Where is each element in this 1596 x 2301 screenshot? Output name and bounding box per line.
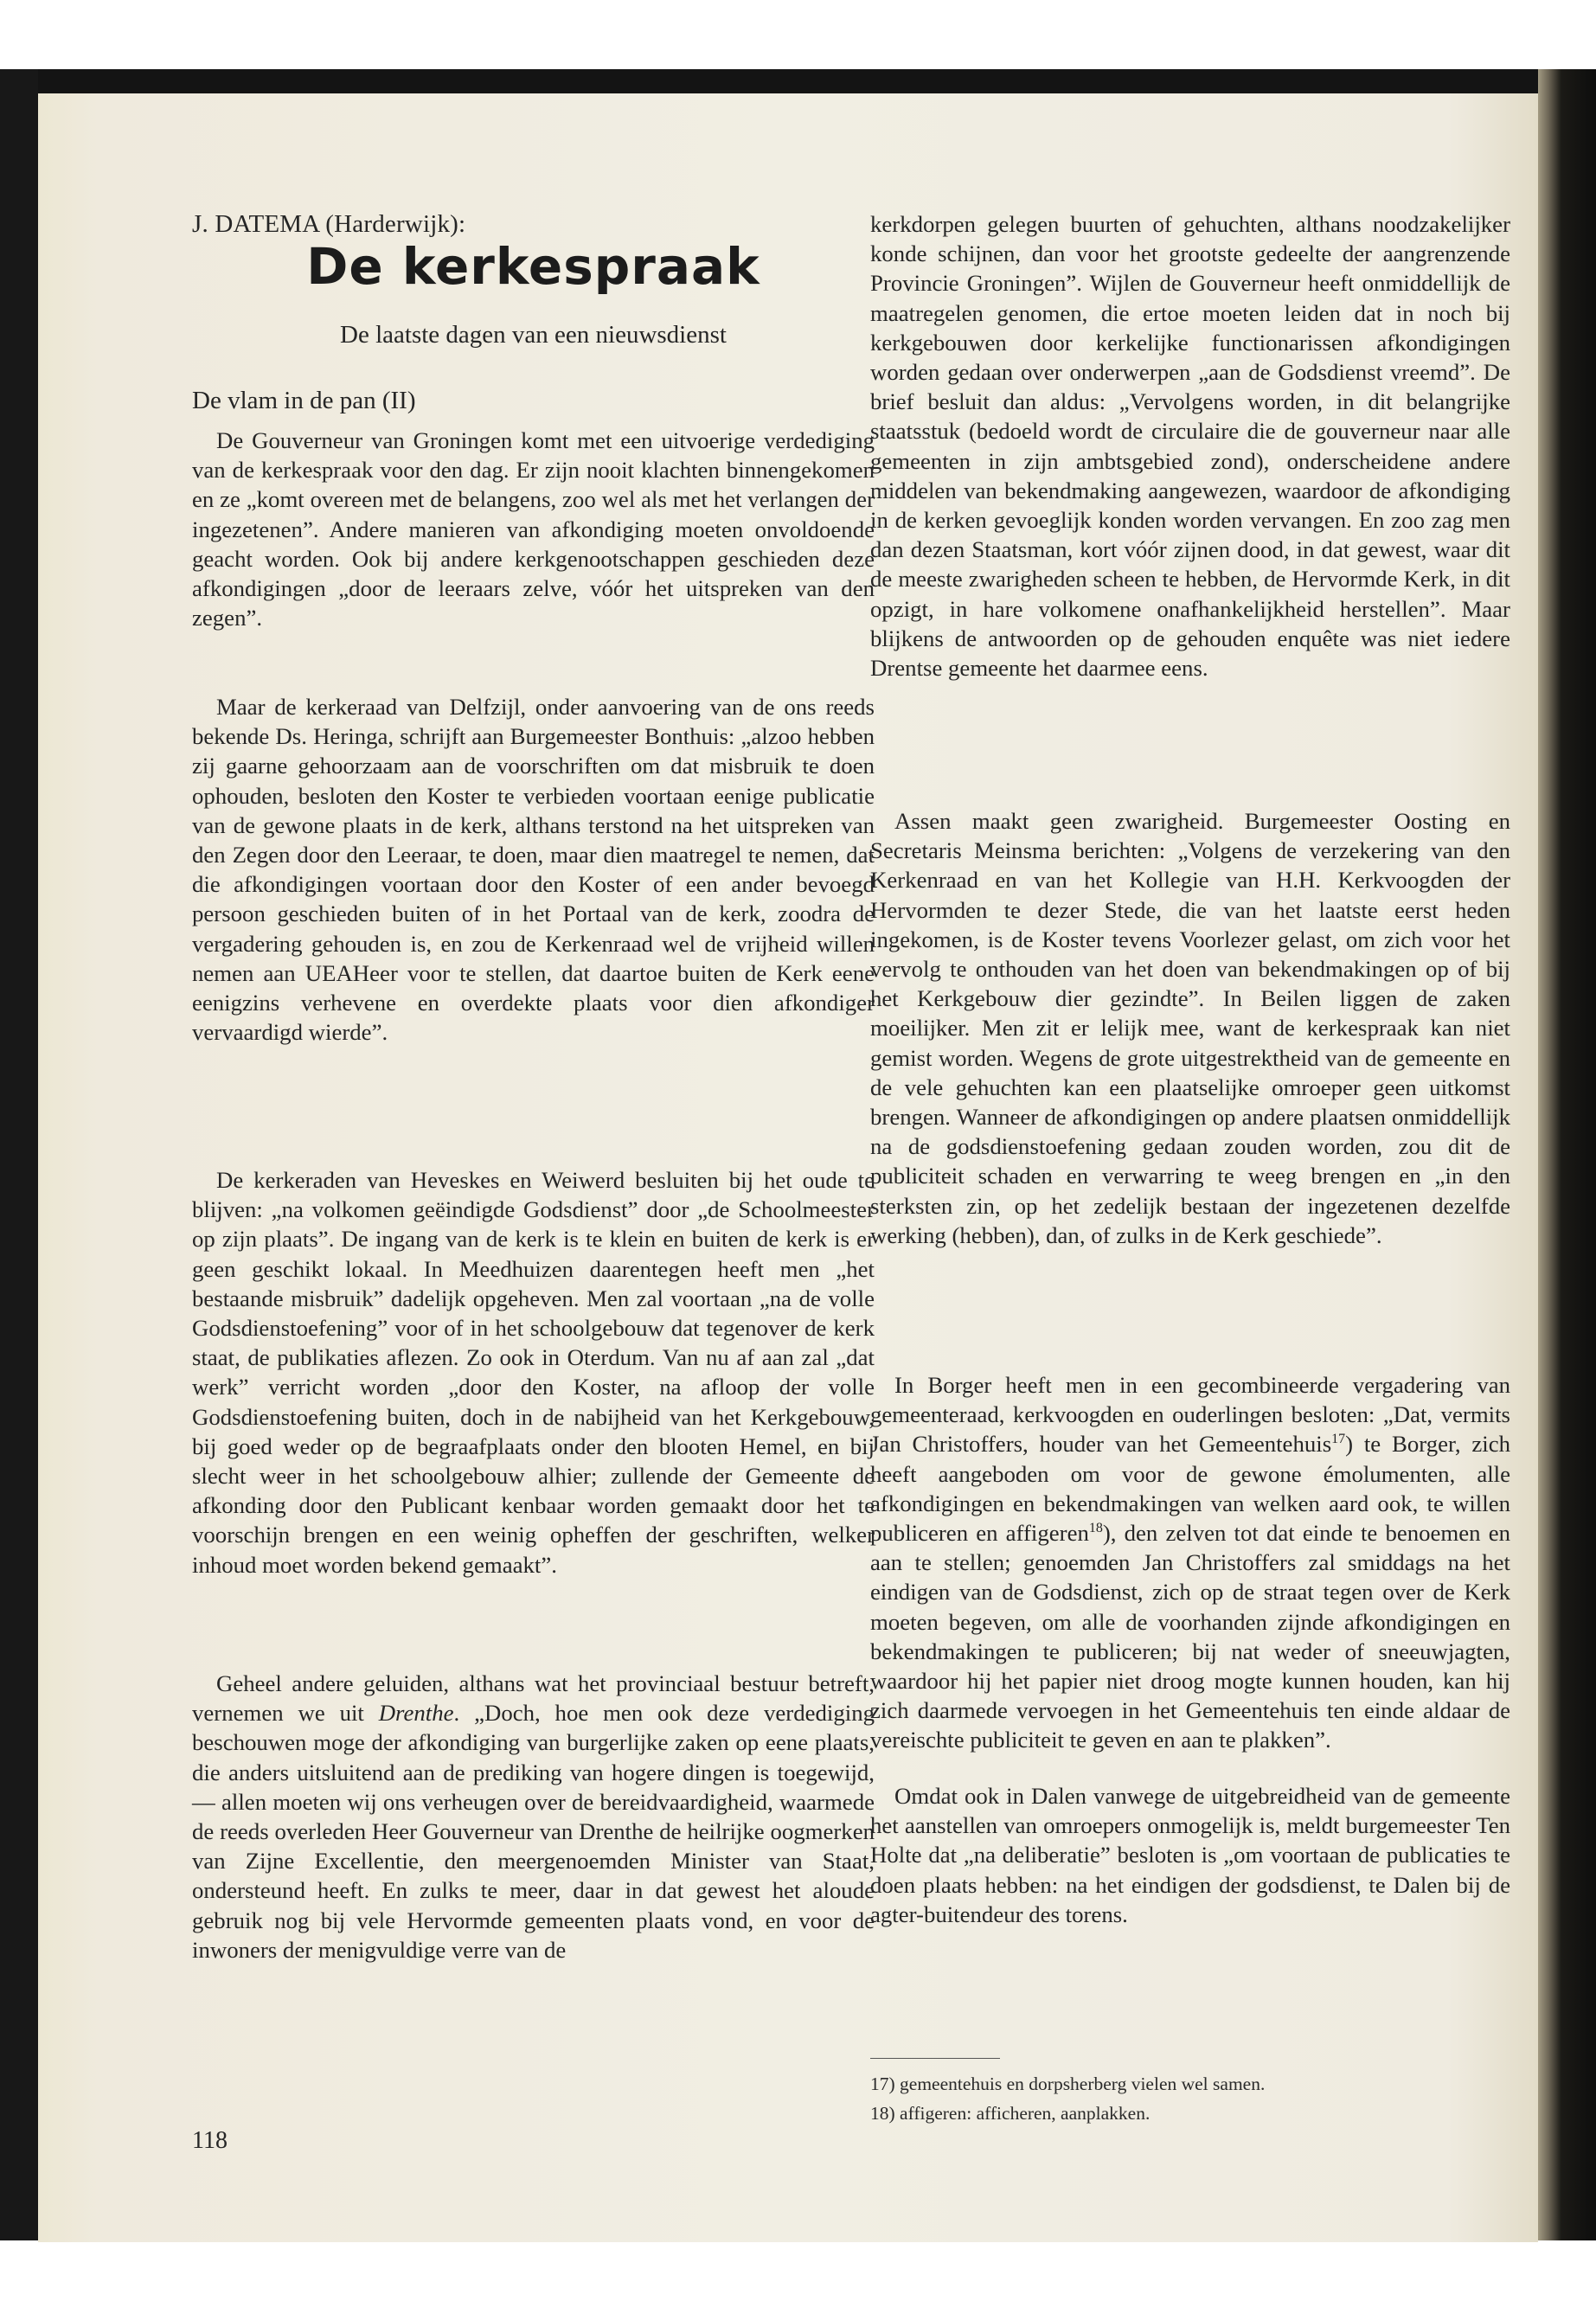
page-number: 118: [192, 2127, 228, 2154]
footnote: 18) affigeren: afficheren, aanplakken.: [870, 2103, 1151, 2124]
paragraph: [870, 1781, 1510, 1929]
paragraph-text: Omdat ook in Dalen vanwege de uitgebreidheid van de gemeente het aanstellen van omroepers onmogelijk is, meldt burgemeester Ten Holte dat „na deliberatie” besloten is „om voortaan de publicaties te doen plaats hebben: na het eindigen der godsdienst, te Dalen bij de agter-buitendeur des torens.: [870, 1783, 1510, 1927]
page-sheet: [38, 93, 1538, 2242]
paragraph: [870, 209, 1510, 683]
italic-place-name: Drenthe: [378, 1700, 454, 1727]
book-spine-edge: [1538, 69, 1596, 2240]
scan-left-border: [0, 69, 38, 2240]
paragraph: [192, 1165, 875, 1580]
paragraph-text: . „Doch, hoe men ook deze verdediging beschouwen moge der afkondiging van burgerlijke zaken op eene plaats, die anders uitsluitend aan de prediking van hogere dingen is toegewijd, — allen moeten wij ons verheugen over de bereidvaardigheid, waarmede de reeds overleden Heer Gouverneur van Drenthe de heilrijke oogmerken van Zijne Excellentie, den meergenoemden Minister van Staat, ondersteund heeft. En zulks te meer, daar in dat gewest het aloude gebruik nog bij vele Hervormde gemeenten plaats vond, en voor de inwoners der menigvuldige verre van de: [192, 1700, 875, 1963]
paragraph-text: De kerkeraden van Heveskes en Weiwerd besluiten bij het oude te blijven: „na volkomen geëindigde Godsdienst” door „de Schoolmeester op zijn plaats”. De ingang van de kerk is te klein en buiten de kerk is er geen geschikt lokaal. In Meedhuizen daarentegen heeft men „het bestaande misbruik” dadelijk opgeheven. Men zal voortaan „na de volle Godsdienstoefening” voor of in het schoolgebouw dat tegenover de kerk staat, de publikaties aflezen. Zo ook in Oterdum. Van nu af aan zal „dat werk” verricht worden „door den Koster, na afloop der volle Godsdienstoefening buiten, doch in de nabijheid van het Kerkgebouw, bij goed weder op de begraafplaats onder den blooten Hemel, en bij slecht weer in het schoolgebouw alhier; zullende der Gemeente de afkonding door den Publicant kenbaar worden gemaakt door het te voorschijn brengen en een weinig opheffen der geschriften, welker inhoud moet worden bekend gemaakt”.: [192, 1167, 875, 1578]
paragraph-text: ), den zelven tot dat einde te benoemen en aan te stellen; genoemden Jan Christoffers zal smiddags na het eindigen van de Godsdienst, zich op de straat tegen over de Kerk moeten begeven, om alle de voorhanden zijnde afkondigingen en bekendmakingen te publiceren; bij nat weder of sneeuwjagten, waardoor hij het papier niet droog mogte kunnen houden, kan hij zich daarmede vervoegen in het Gemeentehuis ten einde aldaar de vereischte publiciteit te geven en aan te plakken”.: [870, 1520, 1510, 1753]
paragraph-text: kerkdorpen gelegen buurten of gehuchten, althans noodzakelijker konde schijnen, dan voor het grootste gedeelte der aangrenzende Provincie Groningen”. Wijlen de Gouverneur heeft onmiddellijk de maatregelen genomen, die ertoe moeten leiden dat in noch bij kerkgebouwen door kerkelijke functionarissen afkondigingen worden gedaan over onderwerpen „aan de Godsdienst vreemd”. De brief besluit dan aldus: „Vervolgens worden, in dit belangrijke staatsstuk (bedoeld wordt de circulaire die de gouverneur naar alle gemeenten in zijn ambtsgebied zond), onderscheidene andere middelen van bekendmaking aangewezen, waardoor de afkondiging in de kerken gevoeglijk konden worden vervangen. En zoo zag men dan dezen Staatsman, kort vóór zijnen dood, in dat gewest, waar dit de meeste zwarigheden scheen te hebben, de Hervormde Kerk, in dit opzigt, in hare volkomene onafhankelijkheid herstellen”. Maar blijkens de antwoorden op de gehouden enquête was niet iedere Drentse gemeente het daarmee eens.: [870, 211, 1510, 682]
paragraph: [192, 1669, 875, 1965]
scan-top-border: [0, 69, 1596, 95]
paragraph: [870, 1370, 1510, 1755]
article-title: De kerkespraak: [306, 237, 760, 296]
section-heading: De vlam in de pan (II): [192, 387, 416, 414]
paragraph-text: In Borger heeft men in een gecombineerde vergadering van gemeenteraad, kerkvoogden en ouderlingen besloten: „Dat, vermits Jan Christoffers, houder van het Gemeentehuis: [870, 1372, 1510, 1458]
paragraph: [870, 806, 1510, 1250]
paragraph: [192, 692, 875, 1047]
paragraph: [192, 426, 875, 632]
paragraph-text: De Gouverneur van Groningen komt met een uitvoerige verdediging van de kerkespraak voor den dag. Er zijn nooit klachten binnengekomen en ze „komt overeen met de belangens, zoo wel als met het verlangen der ingezetenen”. Andere manieren van afkondiging moeten onvoldoende geacht worden. Ook bij andere kerkgenootschappen geschieden deze afkondigingen „door de leeraars zelve, vóór het uitspreken van den zegen”.: [192, 427, 875, 631]
author-byline: J. DATEMA (Harderwijk):: [192, 210, 466, 238]
paragraph-text: Maar de kerkeraad van Delfzijl, onder aanvoering van de ons reeds bekende Ds. Heringa, schrijft aan Burgemeester Bonthuis: „alzoo hebben zij gaarne gehoorzaam aan de voorschriften om dat misbruik te doen ophouden, besloten den Koster te verbieden voortaan eenige publicatie van de gewone plaats in de kerk, althans terstond na het uitspreken van den Zegen door den Leeraar, te doen, maar dien maatregel te nemen, dat die afkondigingen voortaan door den Koster of een ander bevoegd persoon geschieden buiten of in het Portaal van de kerk, zoodra de vergadering gehouden is, en zou de Kerkenraad wel de vrijheid willen nemen aan UEAHeer voor te stellen, dat daartoe buiten de Kerk eene eenigzins verhevene en overdekte plaats voor dien afkondiger vervaardigd wierde”.: [192, 694, 875, 1046]
paragraph-text: Geheel andere geluiden, althans wat het provinciaal bestuur betreft, vernemen we uit: [192, 1670, 875, 1727]
footnote-divider: [870, 2058, 1000, 2059]
footnote-ref-18: 18: [1088, 1521, 1103, 1536]
paragraph-text: Assen maakt geen zwarigheid. Burgemeester Oosting en Secretaris Meinsma berichten: „Volgens de verzekering van den Kerkenraad en van het Kollegie van H.H. Kerkvoogden der Hervormden te dezer Stede, die van het laatste eerst heden ingekomen, is de Koster tevens Voorlezer gelast, om zich voor het vervolg te onthouden van het doen van bekendmakingen op of bij het Kerkgebouw dier gezindte”. In Beilen liggen de zaken moeilijker. Men zit er lelijk mee, want de kerkespraak kan niet gemist worden. Wegens de grote uitgestrektheid van de gemeente en de vele gehuchten kan een plaatselijke omroeper geen uitkomst brengen. Wanneer de afkondigingen op andere plaatsen onmiddellijk na de godsdienstoefening gedaan zouden worden, zou dit de publiciteit schaden en verwarring te weeg brengen en „in den sterksten zin, op het zedelijk bestaan der ingezetenen dezelfde werking (hebben), dan, of zulks in de Kerk geschiede”.: [870, 808, 1510, 1248]
paragraph-text: ) te Borger, zich heeft aangeboden om voor de gewone émolumenten, alle afkondigingen en bekendmakingen van welken aard ook, te willen publiceren en affigeren: [870, 1431, 1511, 1547]
footnote-ref-17: 17: [1331, 1432, 1346, 1447]
article-subtitle: De laatste dagen van een nieuwsdienst: [340, 321, 727, 349]
footnote: 17) gemeentehuis en dorpsherberg vielen wel samen.: [870, 2073, 1266, 2094]
